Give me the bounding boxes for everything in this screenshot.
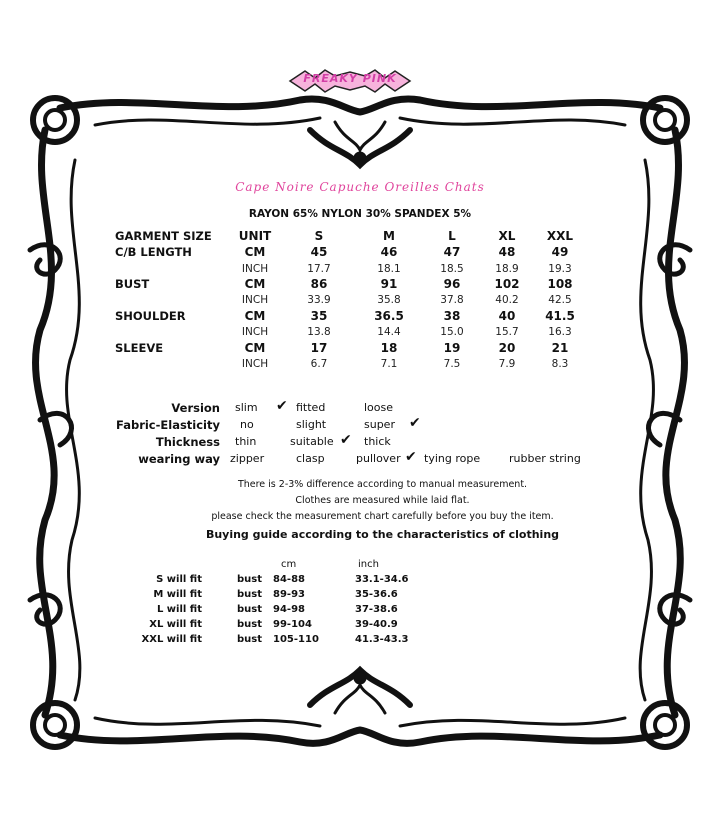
inch-value: 7.5 — [443, 358, 461, 370]
attr-option: thick — [364, 435, 391, 448]
inch-value: 7.1 — [380, 358, 398, 370]
inch-value: 42.5 — [548, 294, 572, 306]
check-icon: ✔ — [409, 415, 421, 431]
unit-cm: CM — [244, 309, 266, 323]
cm-value: 45 — [310, 245, 328, 259]
header-size: M — [383, 229, 395, 243]
unit-cm: CM — [244, 341, 266, 355]
cm-value: 36.5 — [374, 309, 404, 323]
inch-value: 15.7 — [495, 326, 519, 338]
attr-option: slight — [296, 418, 327, 431]
attr-option: thin — [235, 435, 257, 448]
guide-cm: 105-110 — [273, 634, 319, 645]
guide-inch: 39-40.9 — [355, 619, 398, 630]
header-unit: UNIT — [238, 229, 272, 243]
attr-label-elasticity: Fabric-Elasticity — [116, 418, 220, 432]
attr-option: pullover — [356, 452, 401, 465]
guide-inch: 41.3-43.3 — [355, 634, 409, 645]
note-line: Clothes are measured while laid flat. — [295, 495, 470, 506]
guide-cm: 89-93 — [273, 589, 305, 600]
cm-value: 47 — [443, 245, 461, 259]
attr-label-wearing-way: wearing way — [138, 452, 220, 466]
cm-value: 108 — [547, 277, 573, 291]
guide-size: S will fit — [156, 574, 202, 585]
unit-cm: CM — [244, 245, 266, 259]
note-line: please check the measurement chart carefully before you buy the item. — [211, 511, 554, 522]
note-line: There is 2-3% difference according to manual measurement. — [237, 479, 528, 490]
inch-value: 18.9 — [495, 263, 519, 275]
cm-value: 86 — [310, 277, 328, 291]
row-label: BUST — [115, 277, 150, 291]
guide-size: L will fit — [156, 604, 202, 615]
header-size: S — [314, 229, 324, 243]
row-label: SLEEVE — [115, 341, 164, 355]
cm-value: 20 — [498, 341, 516, 355]
attr-option: tying rope — [424, 452, 481, 465]
inch-value: 35.8 — [377, 294, 401, 306]
check-icon: ✔ — [405, 449, 417, 465]
header-size: XL — [498, 229, 516, 243]
header-size: XXL — [546, 229, 574, 243]
guide-cm: 94-98 — [273, 604, 305, 615]
inch-value: 33.9 — [307, 294, 331, 306]
inch-value: 15.0 — [440, 326, 464, 338]
guide-inch: 35-36.6 — [355, 589, 398, 600]
attr-option: no — [240, 418, 254, 431]
unit-inch: INCH — [241, 294, 269, 306]
inch-value: 7.9 — [498, 358, 516, 370]
guide-part: bust — [237, 589, 263, 600]
guide-inch: 33.1-34.6 — [355, 574, 409, 585]
inch-value: 13.8 — [307, 326, 331, 338]
guide-part: bust — [237, 634, 263, 645]
row-label: C/B LENGTH — [115, 245, 192, 259]
inch-value: 37.8 — [440, 294, 464, 306]
attr-option: super — [364, 418, 395, 431]
guide-size: XL will fit — [149, 619, 202, 630]
cm-value: 17 — [310, 341, 328, 355]
inch-value: 17.7 — [307, 263, 331, 275]
inch-value: 14.4 — [377, 326, 401, 338]
cm-value: 41.5 — [545, 309, 575, 323]
cm-value: 18 — [380, 341, 398, 355]
guide-col-cm: cm — [281, 559, 297, 570]
attr-option: fitted — [296, 401, 326, 414]
attr-option: suitable — [290, 435, 334, 448]
attr-option: zipper — [230, 452, 265, 465]
cm-value: 19 — [443, 341, 461, 355]
cm-value: 21 — [551, 341, 569, 355]
product-title: Cape Noire Capuche Oreilles Chats — [235, 180, 485, 194]
buying-guide-title: Buying guide according to the characteristics of clothing — [205, 528, 560, 541]
inch-value: 18.1 — [377, 263, 401, 275]
guide-part: bust — [237, 619, 263, 630]
measurement-notes — [0, 477, 720, 525]
guide-size: M will fit — [153, 589, 202, 600]
inch-value: 8.3 — [551, 358, 569, 370]
check-icon: ✔ — [276, 398, 288, 414]
attr-option: clasp — [296, 452, 325, 465]
inch-value: 19.3 — [548, 263, 572, 275]
check-icon: ✔ — [340, 432, 352, 448]
unit-inch: INCH — [241, 326, 269, 338]
cm-value: 40 — [498, 309, 516, 323]
guide-part: bust — [237, 574, 263, 585]
attr-option: rubber string — [509, 452, 581, 465]
header-garment-size: GARMENT SIZE — [115, 229, 212, 243]
guide-cm: 84-88 — [273, 574, 305, 585]
attr-option: loose — [364, 401, 394, 414]
attr-label-thickness: Thickness — [155, 435, 220, 449]
brand-logo-text: FREAKY PINK — [303, 72, 397, 85]
attr-label-version: Version — [171, 401, 220, 415]
cm-value: 96 — [443, 277, 461, 291]
fabric-composition: RAYON 65% NYLON 30% SPANDEX 5% — [248, 208, 472, 220]
inch-value: 40.2 — [495, 294, 519, 306]
cm-value: 38 — [443, 309, 461, 323]
guide-part: bust — [237, 604, 263, 615]
attr-option: slim — [235, 401, 258, 414]
guide-col-inch: inch — [358, 559, 379, 570]
inch-value: 18.5 — [440, 263, 464, 275]
row-label: SHOULDER — [115, 309, 186, 323]
cm-value: 46 — [380, 245, 398, 259]
cm-value: 48 — [498, 245, 516, 259]
guide-inch: 37-38.6 — [355, 604, 398, 615]
cm-value: 102 — [494, 277, 520, 291]
guide-size: XXL will fit — [141, 634, 202, 645]
cm-value: 49 — [551, 245, 569, 259]
cm-value: 35 — [310, 309, 328, 323]
unit-inch: INCH — [241, 358, 269, 370]
cm-value: 91 — [380, 277, 398, 291]
guide-cm: 99-104 — [273, 619, 312, 630]
header-size: L — [448, 229, 456, 243]
unit-inch: INCH — [241, 263, 269, 275]
unit-cm: CM — [244, 277, 266, 291]
inch-value: 6.7 — [310, 358, 328, 370]
inch-value: 16.3 — [548, 326, 572, 338]
